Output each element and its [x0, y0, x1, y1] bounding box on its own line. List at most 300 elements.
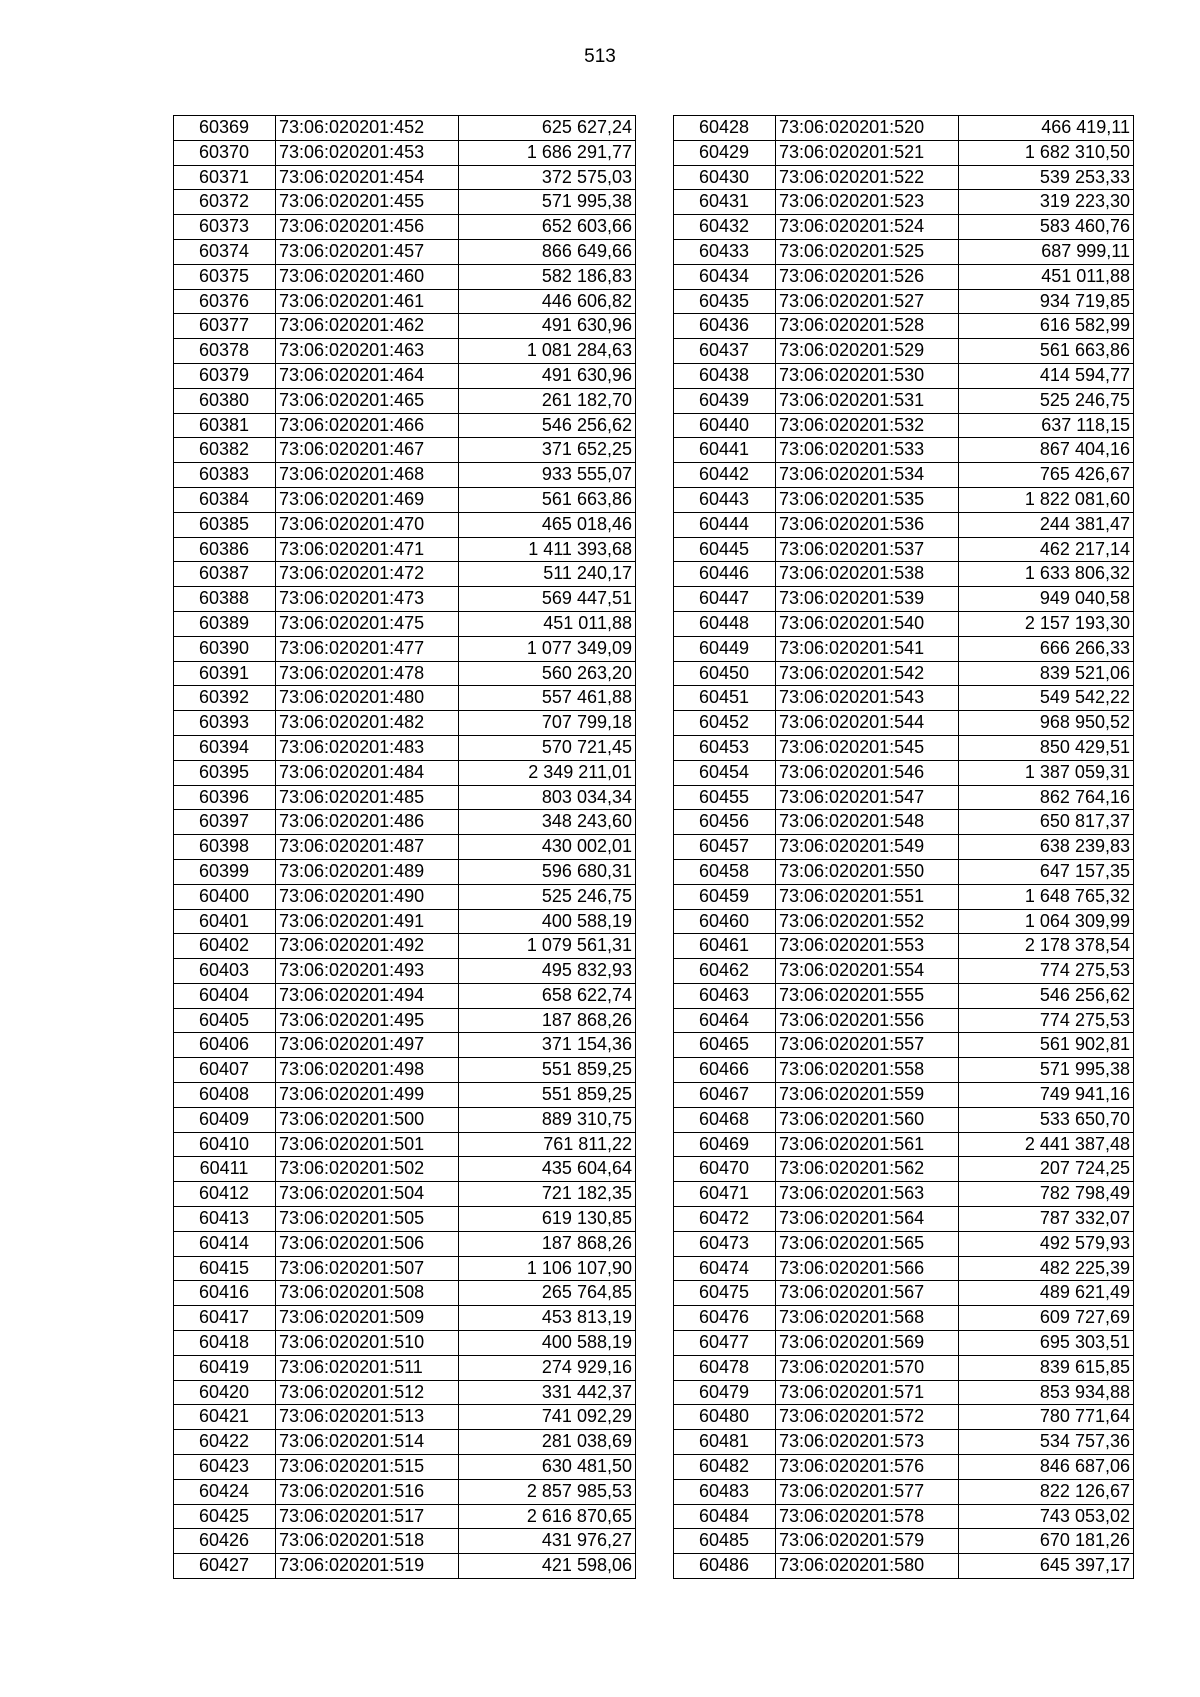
table-row — [174, 859, 636, 884]
value-cell: 451 011,88 — [959, 264, 1134, 289]
value-cell: 265 764,85 — [459, 1281, 636, 1306]
cadastral-number-cell: 73:06:020201:526 — [776, 264, 959, 289]
value-cell: 582 186,83 — [459, 264, 636, 289]
cadastral-number-cell: 73:06:020201:555 — [776, 983, 959, 1008]
row-number-cell: 60451 — [674, 686, 776, 711]
value-cell: 741 092,29 — [459, 1405, 636, 1430]
cadastral-number-cell: 73:06:020201:497 — [276, 1033, 459, 1058]
row-number-cell: 60482 — [674, 1455, 776, 1480]
cadastral-number-cell: 73:06:020201:454 — [276, 165, 459, 190]
cadastral-number-cell: 73:06:020201:499 — [276, 1083, 459, 1108]
cadastral-number-cell: 73:06:020201:534 — [776, 463, 959, 488]
value-cell: 482 225,39 — [959, 1256, 1134, 1281]
cadastral-number-cell: 73:06:020201:572 — [776, 1405, 959, 1430]
register-table-left — [173, 115, 636, 1579]
table-row — [174, 140, 636, 165]
cadastral-number-cell: 73:06:020201:549 — [776, 835, 959, 860]
row-number-cell: 60430 — [674, 165, 776, 190]
value-cell: 274 929,16 — [459, 1355, 636, 1380]
table-row — [674, 785, 1134, 810]
value-cell: 319 223,30 — [959, 190, 1134, 215]
cadastral-number-cell: 73:06:020201:515 — [276, 1455, 459, 1480]
cadastral-number-cell: 73:06:020201:538 — [776, 562, 959, 587]
row-number-cell: 60416 — [174, 1281, 276, 1306]
table-row — [174, 1182, 636, 1207]
cadastral-number-cell: 73:06:020201:547 — [776, 785, 959, 810]
cadastral-number-cell: 73:06:020201:541 — [776, 636, 959, 661]
table-row — [174, 116, 636, 141]
table-row — [174, 1405, 636, 1430]
table-row — [174, 587, 636, 612]
cadastral-number-cell: 73:06:020201:569 — [776, 1331, 959, 1356]
cadastral-number-cell: 73:06:020201:548 — [776, 810, 959, 835]
row-number-cell: 60452 — [674, 711, 776, 736]
cadastral-number-cell: 73:06:020201:553 — [776, 934, 959, 959]
row-number-cell: 60466 — [674, 1058, 776, 1083]
value-cell: 1 079 561,31 — [459, 934, 636, 959]
table-row — [674, 983, 1134, 1008]
table-row — [674, 438, 1134, 463]
cadastral-number-cell: 73:06:020201:561 — [776, 1132, 959, 1157]
cadastral-number-cell: 73:06:020201:542 — [776, 661, 959, 686]
table-row — [174, 438, 636, 463]
table-row — [674, 1529, 1134, 1554]
table-row — [674, 116, 1134, 141]
row-number-cell: 60471 — [674, 1182, 776, 1207]
row-number-cell: 60407 — [174, 1058, 276, 1083]
cadastral-number-cell: 73:06:020201:570 — [776, 1355, 959, 1380]
row-number-cell: 60458 — [674, 859, 776, 884]
value-cell: 1 686 291,77 — [459, 140, 636, 165]
value-cell: 765 426,67 — [959, 463, 1134, 488]
table-row — [674, 1058, 1134, 1083]
row-number-cell: 60481 — [674, 1430, 776, 1455]
table-row — [674, 636, 1134, 661]
table-row — [674, 1107, 1134, 1132]
row-number-cell: 60440 — [674, 413, 776, 438]
row-number-cell: 60441 — [674, 438, 776, 463]
cadastral-number-cell: 73:06:020201:558 — [776, 1058, 959, 1083]
value-cell: 561 663,86 — [459, 487, 636, 512]
table-row — [174, 239, 636, 264]
cadastral-number-cell: 73:06:020201:489 — [276, 859, 459, 884]
value-cell: 596 680,31 — [459, 859, 636, 884]
value-cell: 625 627,24 — [459, 116, 636, 141]
row-number-cell: 60426 — [174, 1529, 276, 1554]
table-row — [174, 1281, 636, 1306]
row-number-cell: 60462 — [674, 959, 776, 984]
row-number-cell: 60374 — [174, 239, 276, 264]
value-cell: 774 275,53 — [959, 1008, 1134, 1033]
table-row — [674, 314, 1134, 339]
table-row — [674, 1554, 1134, 1579]
row-number-cell: 60431 — [674, 190, 776, 215]
table-row — [174, 1231, 636, 1256]
row-number-cell: 60412 — [174, 1182, 276, 1207]
value-cell: 862 764,16 — [959, 785, 1134, 810]
row-number-cell: 60386 — [174, 537, 276, 562]
value-cell: 451 011,88 — [459, 611, 636, 636]
table-row — [174, 1008, 636, 1033]
row-number-cell: 60403 — [174, 959, 276, 984]
value-cell: 1 106 107,90 — [459, 1256, 636, 1281]
row-number-cell: 60370 — [174, 140, 276, 165]
row-number-cell: 60381 — [174, 413, 276, 438]
cadastral-number-cell: 73:06:020201:576 — [776, 1455, 959, 1480]
row-number-cell: 60470 — [674, 1157, 776, 1182]
table-row — [174, 537, 636, 562]
table-row — [174, 463, 636, 488]
row-number-cell: 60474 — [674, 1256, 776, 1281]
value-cell: 749 941,16 — [959, 1083, 1134, 1108]
row-number-cell: 60415 — [174, 1256, 276, 1281]
table-row — [674, 512, 1134, 537]
cadastral-number-cell: 73:06:020201:545 — [776, 735, 959, 760]
row-number-cell: 60447 — [674, 587, 776, 612]
value-cell: 244 381,47 — [959, 512, 1134, 537]
cadastral-number-cell: 73:06:020201:577 — [776, 1479, 959, 1504]
table-row — [674, 959, 1134, 984]
cadastral-number-cell: 73:06:020201:519 — [276, 1554, 459, 1579]
table-row — [174, 760, 636, 785]
table-row — [674, 1008, 1134, 1033]
cadastral-number-cell: 73:06:020201:512 — [276, 1380, 459, 1405]
table-row — [174, 487, 636, 512]
row-number-cell: 60439 — [674, 388, 776, 413]
table-row — [674, 735, 1134, 760]
row-number-cell: 60479 — [674, 1380, 776, 1405]
value-cell: 430 002,01 — [459, 835, 636, 860]
cadastral-number-cell: 73:06:020201:516 — [276, 1479, 459, 1504]
cadastral-number-cell: 73:06:020201:472 — [276, 562, 459, 587]
value-cell: 1 387 059,31 — [959, 760, 1134, 785]
cadastral-number-cell: 73:06:020201:556 — [776, 1008, 959, 1033]
row-number-cell: 60436 — [674, 314, 776, 339]
register-table-right — [673, 115, 1134, 1579]
value-cell: 549 542,22 — [959, 686, 1134, 711]
cadastral-number-cell: 73:06:020201:522 — [776, 165, 959, 190]
cadastral-number-cell: 73:06:020201:478 — [276, 661, 459, 686]
table-row — [174, 1157, 636, 1182]
cadastral-number-cell: 73:06:020201:573 — [776, 1430, 959, 1455]
row-number-cell: 60483 — [674, 1479, 776, 1504]
value-cell: 187 868,26 — [459, 1231, 636, 1256]
row-number-cell: 60467 — [674, 1083, 776, 1108]
value-cell: 934 719,85 — [959, 289, 1134, 314]
value-cell: 492 579,93 — [959, 1231, 1134, 1256]
value-cell: 1 077 349,09 — [459, 636, 636, 661]
table-row — [174, 1256, 636, 1281]
table-row — [674, 289, 1134, 314]
table-row — [174, 388, 636, 413]
row-number-cell: 60419 — [174, 1355, 276, 1380]
table-row — [674, 711, 1134, 736]
table-row — [174, 785, 636, 810]
row-number-cell: 60400 — [174, 884, 276, 909]
value-cell: 787 332,07 — [959, 1207, 1134, 1232]
table-row — [174, 611, 636, 636]
value-cell: 780 771,64 — [959, 1405, 1134, 1430]
cadastral-number-cell: 73:06:020201:465 — [276, 388, 459, 413]
value-cell: 630 481,50 — [459, 1455, 636, 1480]
value-cell: 743 053,02 — [959, 1504, 1134, 1529]
table-row — [674, 1033, 1134, 1058]
table-row — [174, 289, 636, 314]
value-cell: 1 633 806,32 — [959, 562, 1134, 587]
cadastral-number-cell: 73:06:020201:468 — [276, 463, 459, 488]
value-cell: 1 822 081,60 — [959, 487, 1134, 512]
cadastral-number-cell: 73:06:020201:539 — [776, 587, 959, 612]
cadastral-number-cell: 73:06:020201:452 — [276, 116, 459, 141]
row-number-cell: 60376 — [174, 289, 276, 314]
row-number-cell: 60445 — [674, 537, 776, 562]
table-row — [674, 587, 1134, 612]
cadastral-number-cell: 73:06:020201:528 — [776, 314, 959, 339]
table-row — [674, 537, 1134, 562]
table-row — [674, 413, 1134, 438]
cadastral-number-cell: 73:06:020201:565 — [776, 1231, 959, 1256]
table-row — [174, 264, 636, 289]
table-row — [674, 835, 1134, 860]
cadastral-number-cell: 73:06:020201:486 — [276, 810, 459, 835]
table-row — [174, 1083, 636, 1108]
row-number-cell: 60392 — [174, 686, 276, 711]
row-number-cell: 60484 — [674, 1504, 776, 1529]
row-number-cell: 60437 — [674, 339, 776, 364]
value-cell: 2 178 378,54 — [959, 934, 1134, 959]
cadastral-number-cell: 73:06:020201:535 — [776, 487, 959, 512]
table-row — [174, 959, 636, 984]
table-row — [174, 1207, 636, 1232]
table-row — [674, 1455, 1134, 1480]
table-row — [174, 810, 636, 835]
row-number-cell: 60461 — [674, 934, 776, 959]
cadastral-number-cell: 73:06:020201:502 — [276, 1157, 459, 1182]
value-cell: 570 721,45 — [459, 735, 636, 760]
value-cell: 551 859,25 — [459, 1058, 636, 1083]
cadastral-number-cell: 73:06:020201:514 — [276, 1430, 459, 1455]
cadastral-number-cell: 73:06:020201:517 — [276, 1504, 459, 1529]
cadastral-number-cell: 73:06:020201:509 — [276, 1306, 459, 1331]
value-cell: 207 724,25 — [959, 1157, 1134, 1182]
table-row — [674, 487, 1134, 512]
cadastral-number-cell: 73:06:020201:537 — [776, 537, 959, 562]
cadastral-number-cell: 73:06:020201:559 — [776, 1083, 959, 1108]
value-cell: 331 442,37 — [459, 1380, 636, 1405]
table-row — [674, 562, 1134, 587]
row-number-cell: 60382 — [174, 438, 276, 463]
value-cell: 348 243,60 — [459, 810, 636, 835]
value-cell: 619 130,85 — [459, 1207, 636, 1232]
cadastral-number-cell: 73:06:020201:457 — [276, 239, 459, 264]
cadastral-number-cell: 73:06:020201:540 — [776, 611, 959, 636]
cadastral-number-cell: 73:06:020201:510 — [276, 1331, 459, 1356]
cadastral-number-cell: 73:06:020201:484 — [276, 760, 459, 785]
value-cell: 421 598,06 — [459, 1554, 636, 1579]
row-number-cell: 60396 — [174, 785, 276, 810]
table-row — [674, 1256, 1134, 1281]
row-number-cell: 60411 — [174, 1157, 276, 1182]
value-cell: 435 604,64 — [459, 1157, 636, 1182]
value-cell: 534 757,36 — [959, 1430, 1134, 1455]
value-cell: 462 217,14 — [959, 537, 1134, 562]
cadastral-number-cell: 73:06:020201:473 — [276, 587, 459, 612]
row-number-cell: 60409 — [174, 1107, 276, 1132]
cadastral-number-cell: 73:06:020201:527 — [776, 289, 959, 314]
cadastral-number-cell: 73:06:020201:532 — [776, 413, 959, 438]
row-number-cell: 60420 — [174, 1380, 276, 1405]
value-cell: 561 902,81 — [959, 1033, 1134, 1058]
cadastral-number-cell: 73:06:020201:493 — [276, 959, 459, 984]
row-number-cell: 60380 — [174, 388, 276, 413]
value-cell: 400 588,19 — [459, 909, 636, 934]
row-number-cell: 60425 — [174, 1504, 276, 1529]
cadastral-number-cell: 73:06:020201:466 — [276, 413, 459, 438]
value-cell: 2 441 387,48 — [959, 1132, 1134, 1157]
table-row — [174, 314, 636, 339]
table-row — [674, 1430, 1134, 1455]
table-row — [674, 909, 1134, 934]
value-cell: 839 521,06 — [959, 661, 1134, 686]
cadastral-number-cell: 73:06:020201:477 — [276, 636, 459, 661]
cadastral-number-cell: 73:06:020201:521 — [776, 140, 959, 165]
value-cell: 650 817,37 — [959, 810, 1134, 835]
value-cell: 371 652,25 — [459, 438, 636, 463]
value-cell: 571 995,38 — [959, 1058, 1134, 1083]
value-cell: 853 934,88 — [959, 1380, 1134, 1405]
table-row — [674, 215, 1134, 240]
value-cell: 721 182,35 — [459, 1182, 636, 1207]
row-number-cell: 60459 — [674, 884, 776, 909]
cadastral-number-cell: 73:06:020201:518 — [276, 1529, 459, 1554]
cadastral-number-cell: 73:06:020201:453 — [276, 140, 459, 165]
table-row — [174, 983, 636, 1008]
table-row — [174, 934, 636, 959]
value-cell: 583 460,76 — [959, 215, 1134, 240]
row-number-cell: 60457 — [674, 835, 776, 860]
table-row — [174, 1380, 636, 1405]
table-row — [674, 1182, 1134, 1207]
row-number-cell: 60454 — [674, 760, 776, 785]
value-cell: 560 263,20 — [459, 661, 636, 686]
value-cell: 495 832,93 — [459, 959, 636, 984]
value-cell: 782 798,49 — [959, 1182, 1134, 1207]
table-row — [674, 1231, 1134, 1256]
row-number-cell: 60413 — [174, 1207, 276, 1232]
cadastral-number-cell: 73:06:020201:490 — [276, 884, 459, 909]
cadastral-number-cell: 73:06:020201:504 — [276, 1182, 459, 1207]
table-row — [174, 1554, 636, 1579]
row-number-cell: 60394 — [174, 735, 276, 760]
row-number-cell: 60435 — [674, 289, 776, 314]
value-cell: 850 429,51 — [959, 735, 1134, 760]
row-number-cell: 60401 — [174, 909, 276, 934]
row-number-cell: 60446 — [674, 562, 776, 587]
value-cell: 774 275,53 — [959, 959, 1134, 984]
value-cell: 803 034,34 — [459, 785, 636, 810]
cadastral-number-cell: 73:06:020201:491 — [276, 909, 459, 934]
table-row — [674, 1281, 1134, 1306]
row-number-cell: 60478 — [674, 1355, 776, 1380]
table-row — [674, 1405, 1134, 1430]
cadastral-number-cell: 73:06:020201:524 — [776, 215, 959, 240]
row-number-cell: 60424 — [174, 1479, 276, 1504]
value-cell: 546 256,62 — [959, 983, 1134, 1008]
cadastral-number-cell: 73:06:020201:551 — [776, 884, 959, 909]
value-cell: 491 630,96 — [459, 314, 636, 339]
value-cell: 2 157 193,30 — [959, 611, 1134, 636]
value-cell: 372 575,03 — [459, 165, 636, 190]
row-number-cell: 60398 — [174, 835, 276, 860]
value-cell: 187 868,26 — [459, 1008, 636, 1033]
value-cell: 539 253,33 — [959, 165, 1134, 190]
value-cell: 491 630,96 — [459, 363, 636, 388]
cadastral-number-cell: 73:06:020201:501 — [276, 1132, 459, 1157]
table-row — [174, 661, 636, 686]
table-row — [174, 1306, 636, 1331]
value-cell: 933 555,07 — [459, 463, 636, 488]
cadastral-number-cell: 73:06:020201:508 — [276, 1281, 459, 1306]
table-row — [674, 463, 1134, 488]
row-number-cell: 60472 — [674, 1207, 776, 1232]
table-row — [674, 1331, 1134, 1356]
table-row — [674, 1157, 1134, 1182]
row-number-cell: 60417 — [174, 1306, 276, 1331]
row-number-cell: 60371 — [174, 165, 276, 190]
row-number-cell: 60456 — [674, 810, 776, 835]
cadastral-number-cell: 73:06:020201:552 — [776, 909, 959, 934]
row-number-cell: 60428 — [674, 116, 776, 141]
cadastral-number-cell: 73:06:020201:544 — [776, 711, 959, 736]
cadastral-number-cell: 73:06:020201:568 — [776, 1306, 959, 1331]
table-row — [174, 1331, 636, 1356]
table-row — [174, 215, 636, 240]
table-row — [174, 884, 636, 909]
table-row — [174, 363, 636, 388]
table-row — [174, 1479, 636, 1504]
cadastral-number-cell: 73:06:020201:461 — [276, 289, 459, 314]
row-number-cell: 60418 — [174, 1331, 276, 1356]
cadastral-number-cell: 73:06:020201:513 — [276, 1405, 459, 1430]
cadastral-number-cell: 73:06:020201:543 — [776, 686, 959, 711]
cadastral-number-cell: 73:06:020201:483 — [276, 735, 459, 760]
cadastral-number-cell: 73:06:020201:525 — [776, 239, 959, 264]
cadastral-number-cell: 73:06:020201:475 — [276, 611, 459, 636]
value-cell: 557 461,88 — [459, 686, 636, 711]
table-row — [674, 388, 1134, 413]
row-number-cell: 60448 — [674, 611, 776, 636]
cadastral-number-cell: 73:06:020201:550 — [776, 859, 959, 884]
value-cell: 1 411 393,68 — [459, 537, 636, 562]
cadastral-number-cell: 73:06:020201:546 — [776, 760, 959, 785]
value-cell: 453 813,19 — [459, 1306, 636, 1331]
table-row — [674, 686, 1134, 711]
cadastral-number-cell: 73:06:020201:562 — [776, 1157, 959, 1182]
value-cell: 1 682 310,50 — [959, 140, 1134, 165]
row-number-cell: 60468 — [674, 1107, 776, 1132]
row-number-cell: 60385 — [174, 512, 276, 537]
row-number-cell: 60444 — [674, 512, 776, 537]
row-number-cell: 60410 — [174, 1132, 276, 1157]
cadastral-number-cell: 73:06:020201:470 — [276, 512, 459, 537]
value-cell: 647 157,35 — [959, 859, 1134, 884]
value-cell: 637 118,15 — [959, 413, 1134, 438]
value-cell: 889 310,75 — [459, 1107, 636, 1132]
cadastral-number-cell: 73:06:020201:482 — [276, 711, 459, 736]
row-number-cell: 60438 — [674, 363, 776, 388]
row-number-cell: 60476 — [674, 1306, 776, 1331]
row-number-cell: 60477 — [674, 1331, 776, 1356]
